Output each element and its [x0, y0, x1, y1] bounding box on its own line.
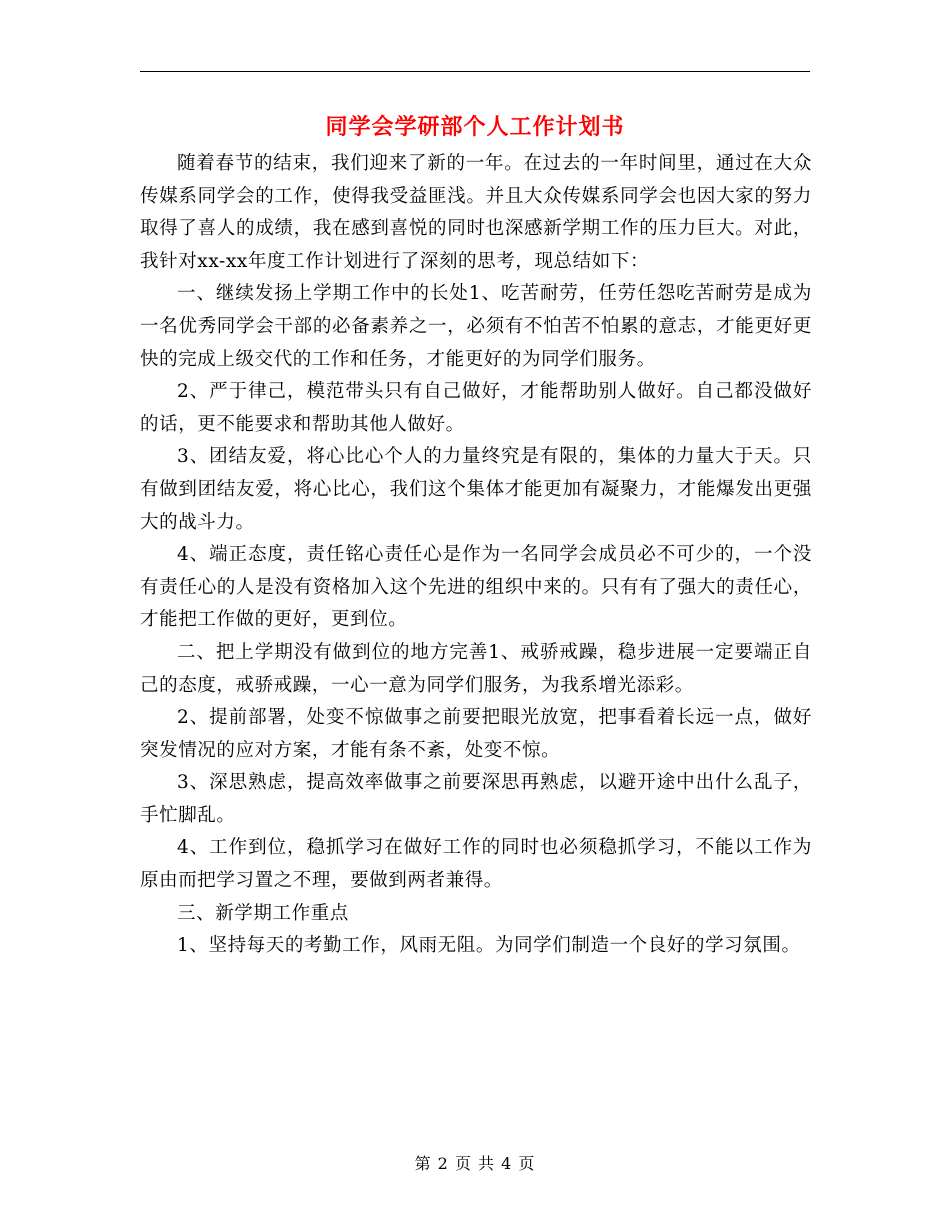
paragraph: 二、把上学期没有做到位的地方完善1、戒骄戒躁，稳步进展一定要端正自己的态度，戒骄戒躁，一心一意为同学们服务，为我系增光添彩。	[140, 641, 812, 696]
document-body	[140, 148, 812, 963]
paragraph: 4、端正态度，责任铭心责任心是作为一名同学会成员必不可少的，一个没有责任心的人是没有资格加入这个先进的组织中来的。只有有了强大的责任心，才能把工作做的更好，更到位。	[140, 544, 812, 631]
paragraph: 1、坚持每天的考勤工作，风雨无阻。为同学们制造一个良好的学习氛围。	[177, 935, 801, 957]
paragraph: 3、团结友爱，将心比心个人的力量终究是有限的，集体的力量大于天。只有做到团结友爱，将心比心，我们这个集体才能更加有凝聚力，才能爆发出更强大的战斗力。	[140, 446, 812, 533]
paragraph: 2、严于律己，模范带头只有自己做好，才能帮助别人做好。自己都没做好的话，更不能要求和帮助其他人做好。	[140, 381, 812, 435]
page-number: 第 2 页 共 4 页	[414, 1154, 536, 1173]
document-title: 同学会学研部个人工作计划书	[325, 114, 625, 140]
paragraph: 4、工作到位，稳抓学习在做好工作的同时也必须稳抓学习，不能以工作为原由而把学习置之不理，要做到两者兼得。	[140, 837, 812, 892]
header-rule	[140, 71, 810, 72]
paragraph: 三、新学期工作重点	[177, 902, 349, 924]
paragraph: 一、继续发扬上学期工作中的长处1、吃苦耐劳，任劳任怨吃苦耐劳是成为一名优秀同学会干部的必备素养之一，必须有不怕苦不怕累的意志，才能更好更快的完成上级交代的工作和任务，才能更好的为同学们服务。	[140, 283, 812, 370]
paragraph: 3、深思熟虑，提高效率做事之前要深思再熟虑，以避开途中出什么乱子，手忙脚乱。	[140, 772, 812, 826]
paragraph: 随着春节的结束，我们迎来了新的一年。在过去的一年时间里，通过在大众传媒系同学会的工作，使得我受益匪浅。并且大众传媒系同学会也因大家的努力取得了喜人的成绩，我在感到喜悦的同时也深感新学期工作的压力巨大。对此，我针对xx-xx年度工作计划进行了深刻的思考，现总结如下：	[140, 153, 812, 272]
paragraph: 2、提前部署，处变不惊做事之前要把眼光放宽，把事看着长远一点，做好突发情况的应对方案，才能有条不紊，处变不惊。	[140, 707, 812, 761]
